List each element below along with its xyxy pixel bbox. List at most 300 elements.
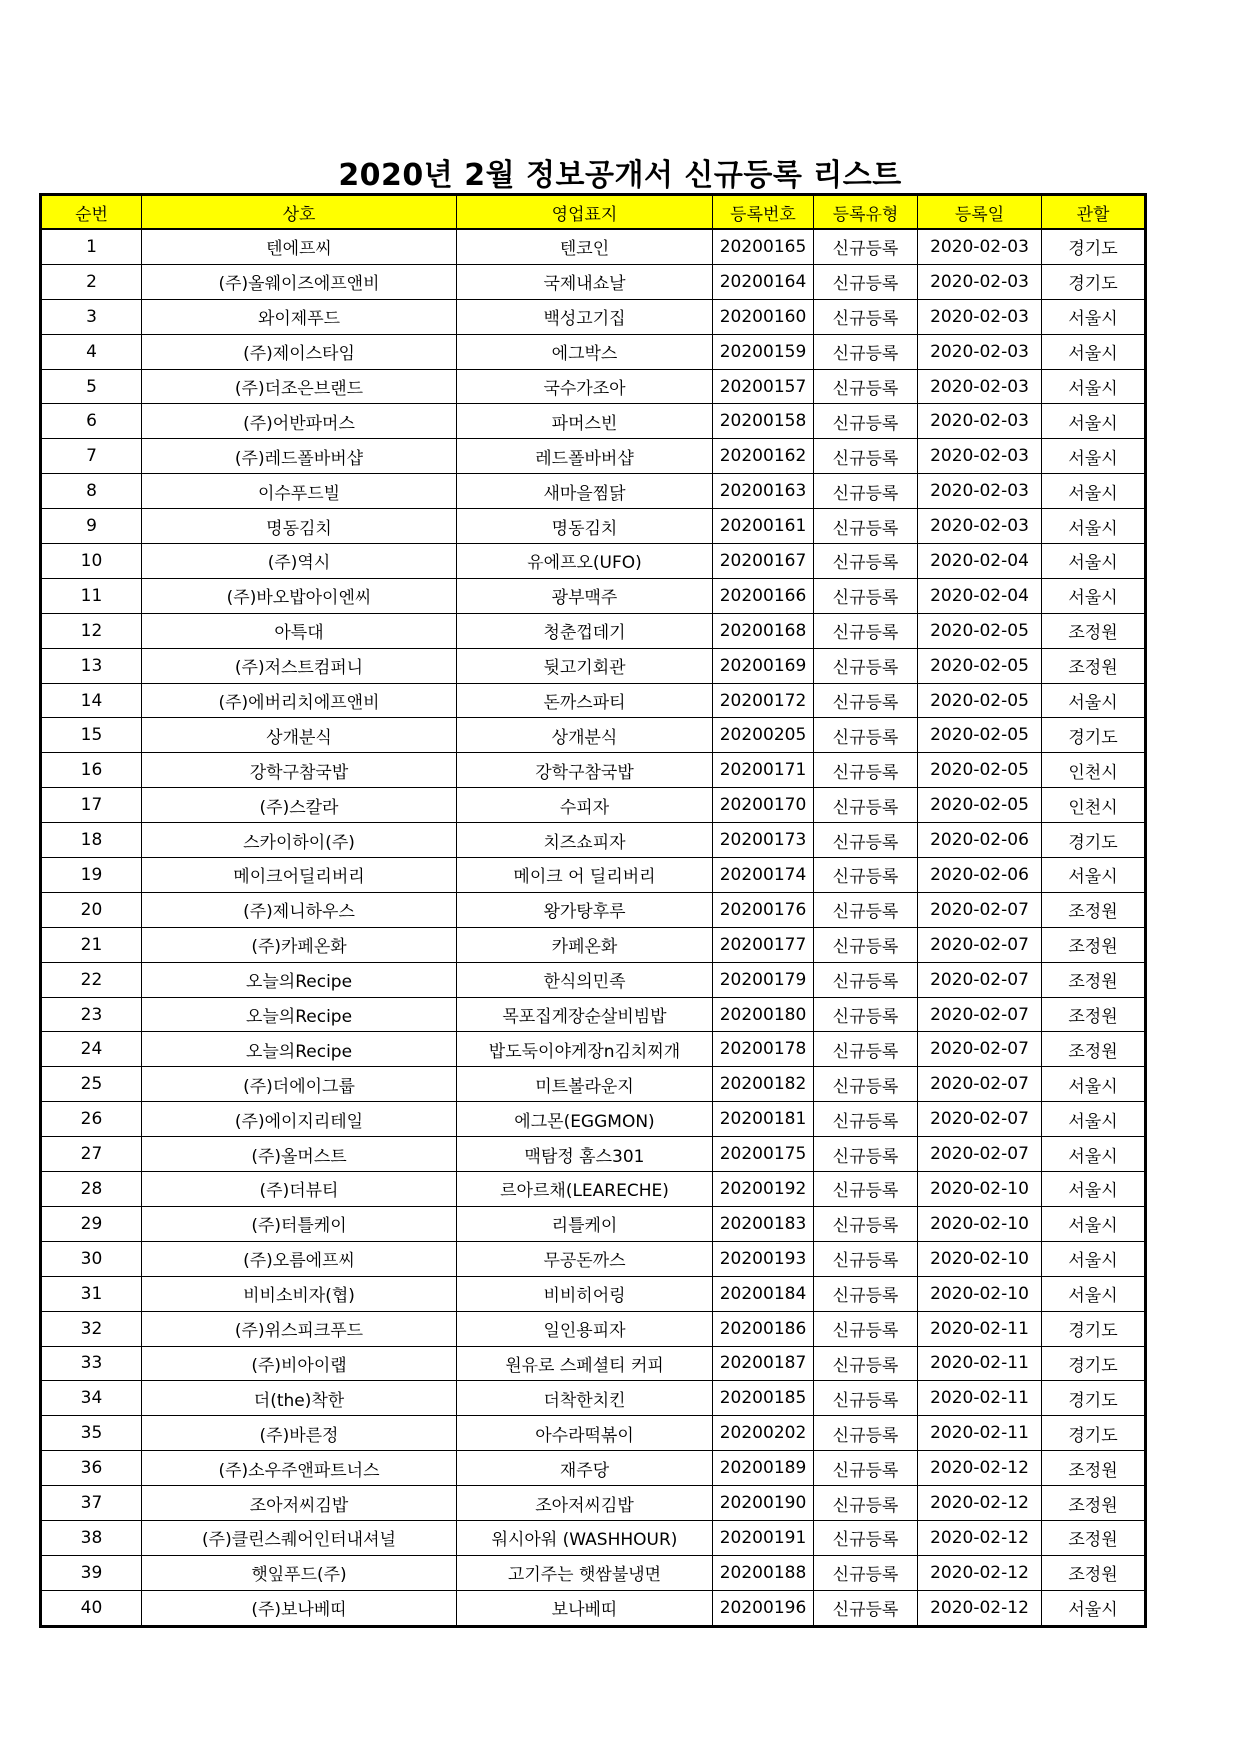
cell-no: 29 — [41, 1206, 142, 1241]
cell-jurisdiction: 조정원 — [1042, 927, 1146, 962]
cell-reg-date: 2020-02-10 — [918, 1172, 1042, 1207]
cell-no: 37 — [41, 1486, 142, 1521]
cell-reg-type: 신규등록 — [814, 1416, 918, 1451]
cell-reg-type: 신규등록 — [814, 369, 918, 404]
cell-company: 명동김치 — [142, 509, 457, 544]
table-row — [41, 1486, 1146, 1521]
cell-reg-type: 신규등록 — [814, 648, 918, 683]
cell-brand: 치즈쇼피자 — [457, 823, 713, 858]
cell-reg-number: 20200162 — [713, 439, 814, 474]
cell-no: 4 — [41, 334, 142, 369]
cell-no: 10 — [41, 544, 142, 579]
cell-reg-number: 20200184 — [713, 1276, 814, 1311]
cell-company: 햇잎푸드(주) — [142, 1555, 457, 1590]
cell-reg-number: 20200196 — [713, 1590, 814, 1626]
table-row — [41, 1137, 1146, 1172]
cell-no: 11 — [41, 578, 142, 613]
cell-brand: 레드폴바버샵 — [457, 439, 713, 474]
table-row — [41, 544, 1146, 579]
cell-company: 텐에프씨 — [142, 229, 457, 264]
cell-jurisdiction: 조정원 — [1042, 892, 1146, 927]
cell-brand: 리틀케이 — [457, 1206, 713, 1241]
cell-reg-number: 20200191 — [713, 1520, 814, 1555]
cell-jurisdiction: 조정원 — [1042, 1486, 1146, 1521]
cell-jurisdiction: 서울시 — [1042, 578, 1146, 613]
cell-reg-type: 신규등록 — [814, 753, 918, 788]
cell-reg-date: 2020-02-04 — [918, 578, 1042, 613]
cell-no: 33 — [41, 1346, 142, 1381]
cell-reg-number: 20200171 — [713, 753, 814, 788]
cell-company: (주)보나베띠 — [142, 1590, 457, 1626]
cell-reg-number: 20200187 — [713, 1346, 814, 1381]
cell-reg-number: 20200205 — [713, 718, 814, 753]
cell-company: (주)바른정 — [142, 1416, 457, 1451]
cell-company: (주)터틀케이 — [142, 1206, 457, 1241]
table-row — [41, 1032, 1146, 1067]
cell-reg-number: 20200183 — [713, 1206, 814, 1241]
cell-reg-number: 20200166 — [713, 578, 814, 613]
cell-reg-number: 20200192 — [713, 1172, 814, 1207]
cell-reg-type: 신규등록 — [814, 962, 918, 997]
cell-jurisdiction: 서울시 — [1042, 683, 1146, 718]
cell-no: 32 — [41, 1311, 142, 1346]
cell-company: (주)카페온화 — [142, 927, 457, 962]
cell-brand: 광부맥주 — [457, 578, 713, 613]
cell-company: 오늘의Recipe — [142, 997, 457, 1032]
cell-no: 38 — [41, 1520, 142, 1555]
cell-reg-number: 20200173 — [713, 823, 814, 858]
cell-jurisdiction: 서울시 — [1042, 1590, 1146, 1626]
cell-no: 24 — [41, 1032, 142, 1067]
cell-no: 3 — [41, 299, 142, 334]
cell-no: 39 — [41, 1555, 142, 1590]
cell-reg-date: 2020-02-03 — [918, 264, 1042, 299]
cell-brand: 보나베띠 — [457, 1590, 713, 1626]
cell-reg-number: 20200168 — [713, 613, 814, 648]
table-row — [41, 1590, 1146, 1626]
cell-company: (주)더조은브랜드 — [142, 369, 457, 404]
cell-reg-date: 2020-02-12 — [918, 1520, 1042, 1555]
cell-reg-number: 20200177 — [713, 927, 814, 962]
cell-brand: 일인용피자 — [457, 1311, 713, 1346]
cell-jurisdiction: 인천시 — [1042, 788, 1146, 823]
cell-brand: 재주당 — [457, 1451, 713, 1486]
table-row — [41, 997, 1146, 1032]
table-row — [41, 229, 1146, 264]
cell-reg-type: 신규등록 — [814, 1276, 918, 1311]
cell-no: 40 — [41, 1590, 142, 1626]
cell-reg-type: 신규등록 — [814, 1067, 918, 1102]
cell-no: 22 — [41, 962, 142, 997]
cell-no: 6 — [41, 404, 142, 439]
cell-reg-date: 2020-02-12 — [918, 1590, 1042, 1626]
cell-reg-date: 2020-02-03 — [918, 509, 1042, 544]
cell-reg-date: 2020-02-05 — [918, 753, 1042, 788]
cell-company: 비비소비자(협) — [142, 1276, 457, 1311]
cell-brand: 새마을찜닭 — [457, 474, 713, 509]
cell-reg-number: 20200188 — [713, 1555, 814, 1590]
cell-reg-date: 2020-02-05 — [918, 613, 1042, 648]
cell-company: 상개분식 — [142, 718, 457, 753]
cell-jurisdiction: 조정원 — [1042, 1451, 1146, 1486]
cell-brand: 아수라떡볶이 — [457, 1416, 713, 1451]
cell-jurisdiction: 서울시 — [1042, 544, 1146, 579]
cell-company: (주)저스트컴퍼니 — [142, 648, 457, 683]
cell-no: 7 — [41, 439, 142, 474]
cell-jurisdiction: 서울시 — [1042, 299, 1146, 334]
cell-jurisdiction: 서울시 — [1042, 1172, 1146, 1207]
cell-brand: 강학구참국밥 — [457, 753, 713, 788]
cell-reg-date: 2020-02-07 — [918, 962, 1042, 997]
cell-reg-date: 2020-02-11 — [918, 1311, 1042, 1346]
cell-no: 9 — [41, 509, 142, 544]
cell-reg-type: 신규등록 — [814, 1206, 918, 1241]
cell-company: 이수푸드빌 — [142, 474, 457, 509]
table-row — [41, 404, 1146, 439]
table-row — [41, 1241, 1146, 1276]
cell-reg-number: 20200185 — [713, 1381, 814, 1416]
cell-jurisdiction: 서울시 — [1042, 474, 1146, 509]
cell-reg-number: 20200175 — [713, 1137, 814, 1172]
cell-no: 36 — [41, 1451, 142, 1486]
cell-no: 12 — [41, 613, 142, 648]
cell-reg-number: 20200202 — [713, 1416, 814, 1451]
cell-no: 1 — [41, 229, 142, 264]
cell-company: 스카이하이(주) — [142, 823, 457, 858]
table-row — [41, 858, 1146, 893]
cell-company: (주)바오밥아이엔씨 — [142, 578, 457, 613]
cell-jurisdiction: 경기도 — [1042, 229, 1146, 264]
cell-jurisdiction: 서울시 — [1042, 334, 1146, 369]
cell-company: (주)스칼라 — [142, 788, 457, 823]
cell-brand: 르아르채(LEARECHE) — [457, 1172, 713, 1207]
cell-jurisdiction: 서울시 — [1042, 1137, 1146, 1172]
cell-no: 2 — [41, 264, 142, 299]
cell-no: 15 — [41, 718, 142, 753]
cell-reg-date: 2020-02-11 — [918, 1416, 1042, 1451]
table-row — [41, 1206, 1146, 1241]
cell-no: 23 — [41, 997, 142, 1032]
cell-reg-type: 신규등록 — [814, 1451, 918, 1486]
cell-reg-date: 2020-02-12 — [918, 1555, 1042, 1590]
cell-reg-date: 2020-02-07 — [918, 927, 1042, 962]
cell-brand: 비비히어링 — [457, 1276, 713, 1311]
cell-reg-type: 신규등록 — [814, 1346, 918, 1381]
table-row — [41, 299, 1146, 334]
cell-jurisdiction: 조정원 — [1042, 648, 1146, 683]
cell-no: 5 — [41, 369, 142, 404]
cell-no: 8 — [41, 474, 142, 509]
cell-company: (주)에이지리테일 — [142, 1102, 457, 1137]
cell-no: 25 — [41, 1067, 142, 1102]
cell-reg-date: 2020-02-06 — [918, 858, 1042, 893]
table-row — [41, 334, 1146, 369]
cell-reg-type: 신규등록 — [814, 683, 918, 718]
cell-reg-type: 신규등록 — [814, 1137, 918, 1172]
cell-reg-date: 2020-02-05 — [918, 718, 1042, 753]
cell-brand: 상개분식 — [457, 718, 713, 753]
cell-reg-date: 2020-02-03 — [918, 439, 1042, 474]
cell-reg-date: 2020-02-03 — [918, 369, 1042, 404]
cell-reg-date: 2020-02-10 — [918, 1241, 1042, 1276]
cell-no: 35 — [41, 1416, 142, 1451]
cell-no: 30 — [41, 1241, 142, 1276]
cell-no: 13 — [41, 648, 142, 683]
cell-company: 강학구참국밥 — [142, 753, 457, 788]
cell-company: (주)레드폴바버샵 — [142, 439, 457, 474]
table-row — [41, 613, 1146, 648]
column-header-jurisdiction: 관할 — [1042, 195, 1146, 230]
cell-reg-type: 신규등록 — [814, 718, 918, 753]
table-row — [41, 962, 1146, 997]
table-row — [41, 1172, 1146, 1207]
cell-reg-number: 20200182 — [713, 1067, 814, 1102]
cell-reg-date: 2020-02-05 — [918, 683, 1042, 718]
cell-jurisdiction: 서울시 — [1042, 509, 1146, 544]
cell-reg-date: 2020-02-03 — [918, 404, 1042, 439]
cell-no: 21 — [41, 927, 142, 962]
cell-reg-type: 신규등록 — [814, 823, 918, 858]
cell-company: (주)소우주앤파트너스 — [142, 1451, 457, 1486]
cell-reg-number: 20200165 — [713, 229, 814, 264]
cell-jurisdiction: 조정원 — [1042, 962, 1146, 997]
cell-reg-type: 신규등록 — [814, 613, 918, 648]
table-row — [41, 788, 1146, 823]
table-row — [41, 1311, 1146, 1346]
table-row — [41, 1346, 1146, 1381]
table-row — [41, 1451, 1146, 1486]
cell-reg-number: 20200181 — [713, 1102, 814, 1137]
cell-reg-type: 신규등록 — [814, 1311, 918, 1346]
cell-reg-number: 20200170 — [713, 788, 814, 823]
cell-brand: 원유로 스페셜티 커피 — [457, 1346, 713, 1381]
registration-table — [39, 193, 1147, 1628]
cell-jurisdiction: 서울시 — [1042, 1067, 1146, 1102]
cell-reg-date: 2020-02-07 — [918, 1067, 1042, 1102]
cell-brand: 파머스빈 — [457, 404, 713, 439]
cell-reg-date: 2020-02-05 — [918, 788, 1042, 823]
cell-reg-date: 2020-02-10 — [918, 1276, 1042, 1311]
page-title: 2020년 2월 정보공개서 신규등록 리스트 — [338, 158, 902, 193]
cell-reg-type: 신규등록 — [814, 892, 918, 927]
cell-jurisdiction: 경기도 — [1042, 823, 1146, 858]
cell-company: (주)클린스퀘어인터내셔널 — [142, 1520, 457, 1555]
cell-reg-number: 20200158 — [713, 404, 814, 439]
cell-company: 오늘의Recipe — [142, 1032, 457, 1067]
cell-reg-type: 신규등록 — [814, 788, 918, 823]
cell-no: 28 — [41, 1172, 142, 1207]
column-header-brand: 영업표지 — [457, 195, 713, 230]
cell-jurisdiction: 서울시 — [1042, 1102, 1146, 1137]
cell-brand: 왕가탕후루 — [457, 892, 713, 927]
cell-brand: 텐코인 — [457, 229, 713, 264]
cell-reg-type: 신규등록 — [814, 264, 918, 299]
cell-no: 34 — [41, 1381, 142, 1416]
cell-reg-number: 20200178 — [713, 1032, 814, 1067]
cell-company: (주)올머스트 — [142, 1137, 457, 1172]
cell-reg-type: 신규등록 — [814, 1520, 918, 1555]
cell-reg-number: 20200167 — [713, 544, 814, 579]
cell-company: (주)제이스타임 — [142, 334, 457, 369]
column-header-no: 순번 — [41, 195, 142, 230]
cell-reg-number: 20200193 — [713, 1241, 814, 1276]
cell-brand: 미트볼라운지 — [457, 1067, 713, 1102]
cell-reg-type: 신규등록 — [814, 1590, 918, 1626]
cell-company: 조아저씨김밥 — [142, 1486, 457, 1521]
cell-reg-number: 20200172 — [713, 683, 814, 718]
column-header-reg-date: 등록일 — [918, 195, 1042, 230]
cell-reg-number: 20200161 — [713, 509, 814, 544]
cell-brand: 국제내쇼날 — [457, 264, 713, 299]
cell-jurisdiction: 서울시 — [1042, 1241, 1146, 1276]
table-row — [41, 264, 1146, 299]
cell-brand: 고기주는 햇쌈불냉면 — [457, 1555, 713, 1590]
cell-brand: 뒷고기회관 — [457, 648, 713, 683]
cell-jurisdiction: 조정원 — [1042, 1555, 1146, 1590]
cell-no: 16 — [41, 753, 142, 788]
cell-company: 더(the)착한 — [142, 1381, 457, 1416]
cell-brand: 더착한치킨 — [457, 1381, 713, 1416]
cell-reg-number: 20200190 — [713, 1486, 814, 1521]
cell-jurisdiction: 서울시 — [1042, 1276, 1146, 1311]
cell-brand: 에그박스 — [457, 334, 713, 369]
cell-reg-date: 2020-02-04 — [918, 544, 1042, 579]
cell-reg-type: 신규등록 — [814, 1172, 918, 1207]
cell-reg-date: 2020-02-10 — [918, 1206, 1042, 1241]
cell-reg-type: 신규등록 — [814, 1381, 918, 1416]
cell-company: (주)올웨이즈에프앤비 — [142, 264, 457, 299]
cell-jurisdiction: 경기도 — [1042, 1381, 1146, 1416]
cell-jurisdiction: 경기도 — [1042, 1416, 1146, 1451]
cell-company: (주)제니하우스 — [142, 892, 457, 927]
cell-reg-type: 신규등록 — [814, 578, 918, 613]
cell-reg-type: 신규등록 — [814, 927, 918, 962]
cell-jurisdiction: 인천시 — [1042, 753, 1146, 788]
table-row — [41, 823, 1146, 858]
cell-jurisdiction: 서울시 — [1042, 1206, 1146, 1241]
table-row — [41, 927, 1146, 962]
table-row — [41, 892, 1146, 927]
cell-no: 18 — [41, 823, 142, 858]
table-row — [41, 369, 1146, 404]
cell-reg-type: 신규등록 — [814, 1555, 918, 1590]
cell-brand: 밥도둑이야게장n김치찌개 — [457, 1032, 713, 1067]
cell-no: 19 — [41, 858, 142, 893]
table-row — [41, 1416, 1146, 1451]
cell-reg-date: 2020-02-12 — [918, 1451, 1042, 1486]
cell-reg-number: 20200157 — [713, 369, 814, 404]
cell-no: 27 — [41, 1137, 142, 1172]
cell-jurisdiction: 경기도 — [1042, 264, 1146, 299]
cell-jurisdiction: 조정원 — [1042, 997, 1146, 1032]
cell-jurisdiction: 경기도 — [1042, 1311, 1146, 1346]
cell-reg-type: 신규등록 — [814, 474, 918, 509]
cell-brand: 카페온화 — [457, 927, 713, 962]
cell-no: 17 — [41, 788, 142, 823]
cell-reg-type: 신규등록 — [814, 858, 918, 893]
cell-brand: 목포집게장순살비빔밥 — [457, 997, 713, 1032]
cell-reg-type: 신규등록 — [814, 439, 918, 474]
cell-reg-number: 20200169 — [713, 648, 814, 683]
cell-company: (주)더뷰티 — [142, 1172, 457, 1207]
cell-brand: 백성고기집 — [457, 299, 713, 334]
cell-jurisdiction: 조정원 — [1042, 613, 1146, 648]
header-row — [41, 195, 1146, 230]
cell-reg-date: 2020-02-06 — [918, 823, 1042, 858]
cell-jurisdiction: 서울시 — [1042, 858, 1146, 893]
cell-reg-number: 20200163 — [713, 474, 814, 509]
table-row — [41, 1381, 1146, 1416]
cell-brand: 청춘껍데기 — [457, 613, 713, 648]
cell-reg-date: 2020-02-11 — [918, 1346, 1042, 1381]
cell-brand: 맥탐정 홈스301 — [457, 1137, 713, 1172]
cell-company: 오늘의Recipe — [142, 962, 457, 997]
cell-company: 아특대 — [142, 613, 457, 648]
cell-reg-date: 2020-02-03 — [918, 334, 1042, 369]
cell-company: (주)어반파머스 — [142, 404, 457, 439]
cell-company: (주)위스피크푸드 — [142, 1311, 457, 1346]
cell-reg-number: 20200180 — [713, 997, 814, 1032]
cell-reg-date: 2020-02-07 — [918, 1032, 1042, 1067]
cell-no: 26 — [41, 1102, 142, 1137]
table-row — [41, 753, 1146, 788]
cell-reg-number: 20200189 — [713, 1451, 814, 1486]
cell-no: 20 — [41, 892, 142, 927]
cell-company: (주)더에이그룹 — [142, 1067, 457, 1102]
table-row — [41, 1276, 1146, 1311]
table-row — [41, 439, 1146, 474]
cell-jurisdiction: 조정원 — [1042, 1032, 1146, 1067]
cell-brand: 국수가조아 — [457, 369, 713, 404]
cell-company: (주)에버리치에프앤비 — [142, 683, 457, 718]
table-row — [41, 648, 1146, 683]
cell-reg-type: 신규등록 — [814, 299, 918, 334]
cell-brand: 명동김치 — [457, 509, 713, 544]
cell-reg-type: 신규등록 — [814, 1241, 918, 1276]
cell-brand: 수피자 — [457, 788, 713, 823]
cell-reg-type: 신규등록 — [814, 1102, 918, 1137]
table-row — [41, 1067, 1146, 1102]
cell-brand: 조아저씨김밥 — [457, 1486, 713, 1521]
cell-reg-type: 신규등록 — [814, 1486, 918, 1521]
cell-reg-date: 2020-02-07 — [918, 1137, 1042, 1172]
cell-jurisdiction: 서울시 — [1042, 404, 1146, 439]
table-row — [41, 509, 1146, 544]
cell-reg-type: 신규등록 — [814, 544, 918, 579]
cell-no: 31 — [41, 1276, 142, 1311]
cell-reg-type: 신규등록 — [814, 997, 918, 1032]
cell-reg-number: 20200159 — [713, 334, 814, 369]
table-row — [41, 683, 1146, 718]
cell-brand: 메이크 어 딜리버리 — [457, 858, 713, 893]
cell-company: (주)비아이랩 — [142, 1346, 457, 1381]
cell-reg-number: 20200186 — [713, 1311, 814, 1346]
cell-company: (주)오름에프씨 — [142, 1241, 457, 1276]
cell-reg-date: 2020-02-07 — [918, 997, 1042, 1032]
cell-reg-number: 20200160 — [713, 299, 814, 334]
cell-company: (주)역시 — [142, 544, 457, 579]
table-row — [41, 474, 1146, 509]
cell-jurisdiction: 서울시 — [1042, 369, 1146, 404]
cell-no: 14 — [41, 683, 142, 718]
cell-reg-date: 2020-02-05 — [918, 648, 1042, 683]
cell-reg-type: 신규등록 — [814, 229, 918, 264]
cell-brand: 에그몬(EGGMON) — [457, 1102, 713, 1137]
cell-jurisdiction: 조정원 — [1042, 1520, 1146, 1555]
table-row — [41, 578, 1146, 613]
table-row — [41, 1102, 1146, 1137]
cell-reg-date: 2020-02-11 — [918, 1381, 1042, 1416]
